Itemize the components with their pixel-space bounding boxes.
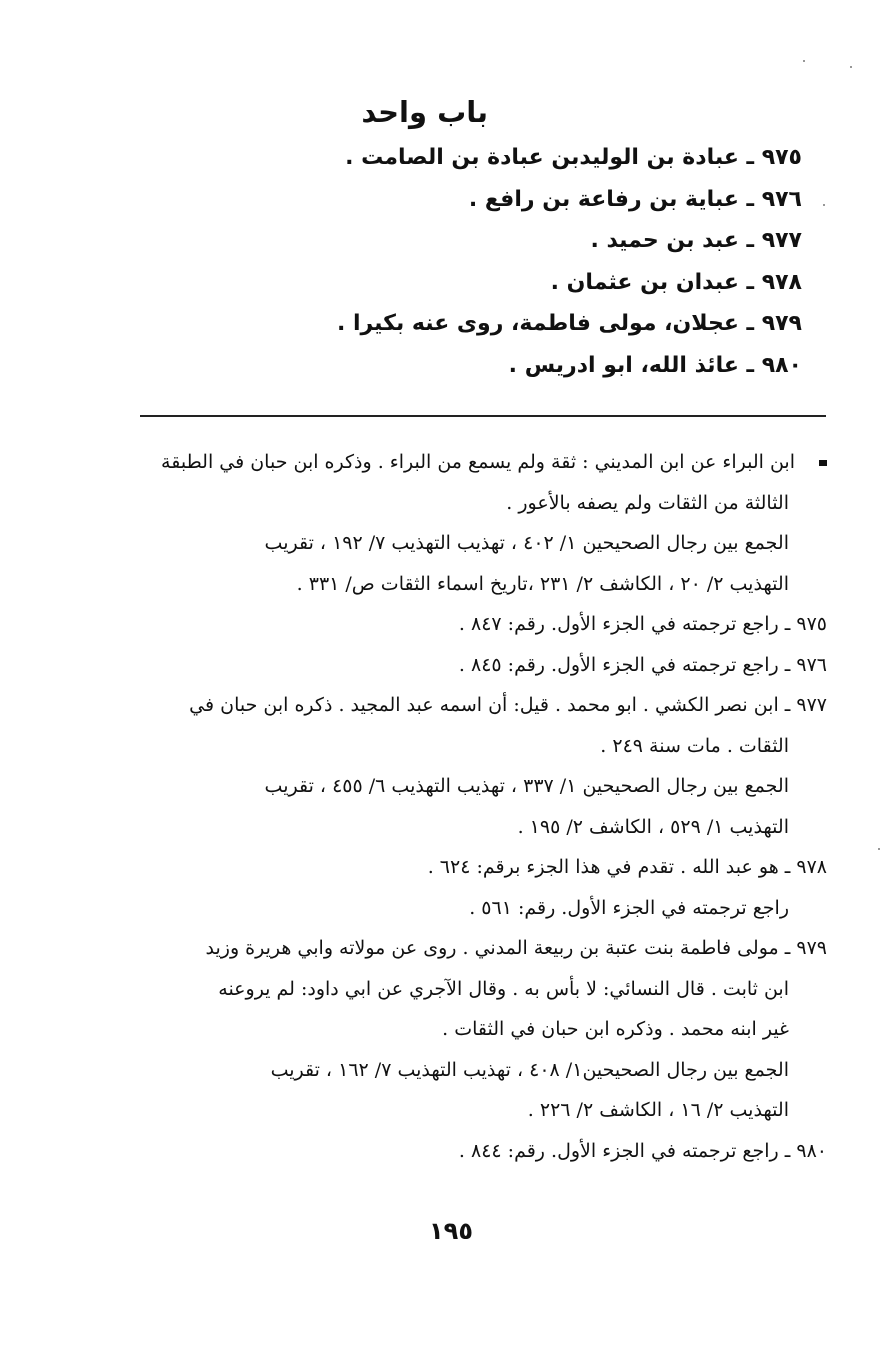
footnote-line: راجع ترجمته في الجزء الأول. رقم: ٥٦١ . [469,896,789,919]
footnote-line: الجمع بين رجال الصحيحين ١/ ٣٣٧ ، تهذيب التهذيب ٦/ ٤٥٥ ، تقريب [264,775,789,797]
footnote-line: الجمع بين رجال الصحيحين ١/ ٤٠٢ ، تهذيب التهذيب ٧/ ١٩٢ ، تقريب [264,532,789,554]
footnote-line: الثالثة من الثقات ولم يصفه بالأعور . [506,491,789,514]
entry-979: ٩٧٩ ـ عجلان، مولى فاطمة، روى عنه بكيرا . [336,311,802,336]
footnote-line: غير ابنه محمد . وذكره ابن حبان في الثقات . [442,1018,789,1040]
scan-speck [850,66,852,68]
footnote-line: ٩٧٩ ـ مولى فاطمة بنت عتبة بن ربيعة المدني . روى عن مولاته وابي هريرة وزيد [205,937,827,959]
scan-speck [803,60,805,62]
entry-976: ٩٧٦ ـ عباية بن رفاعة بن رافع . [468,186,802,212]
scan-speck [823,204,825,206]
footnote-line: ٩٧٦ ـ راجع ترجمته في الجزء الأول. رقم: ٨٤٥ . [458,653,827,676]
entry-978: ٩٧٨ ـ عبدان بن عثمان . [550,269,802,295]
entry-list [202,137,802,386]
footnote-line: الثقات . مات سنة ٢٤٩ . [600,734,789,757]
footnote-divider [140,415,826,417]
bullet-marker [819,460,827,466]
footnote-line: التهذيب ٢/ ٢٠ ، الكاشف ٢/ ٢٣١ ،تاريخ اسماء الثقات ص/ ٣٣١ . [296,572,789,595]
footnote-line [128,442,827,483]
footnotes [128,442,827,1171]
scan-speck [878,848,880,850]
footnote-line: الجمع بين رجال الصحيحين١/ ٤٠٨ ، تهذيب التهذيب ٧/ ١٦٢ ، تقريب [270,1058,789,1081]
section-heading: باب واحد [361,95,488,129]
footnote-line: ٩٧٨ ـ هو عبد الله . تقدم في هذا الجزء برقم: ٦٢٤ . [427,856,827,878]
footnote-line: التهذيب ١/ ٥٢٩ ، الكاشف ٢/ ١٩٥ . [517,815,789,838]
entry-975: ٩٧٥ ـ عبادة بن الوليدبن عبادة بن الصامت . [345,145,802,170]
footnote-line: ابن ثابت . قال النسائي: لا بأس به . وقال الآجري عن ابي داود: لم يروعنه [218,977,789,1000]
footnote-text: ابن البراء عن ابن المديني : ثقة ولم يسمع من البراء . وذكره ابن حبان في الطبقة [161,451,795,473]
footnote-line: ٩٧٥ ـ راجع ترجمته في الجزء الأول. رقم: ٨٤٧ . [458,613,827,635]
page-number: ١٩٥ [429,1217,473,1245]
footnote-line: التهذيب ٢/ ١٦ ، الكاشف ٢/ ٢٢٦ . [527,1099,789,1121]
entry-980: ٩٨٠ ـ عائذ الله، ابو ادريس . [508,352,802,378]
entry-977: ٩٧٧ ـ عبد بن حميد . [590,228,802,253]
footnote-line: ٩٨٠ ـ راجع ترجمته في الجزء الأول. رقم: ٨٤٤ . [458,1139,827,1162]
footnote-line: ٩٧٧ ـ ابن نصر الكشي . ابو محمد . قيل: أن اسمه عبد المجيد . ذكره ابن حبان في [189,694,827,716]
